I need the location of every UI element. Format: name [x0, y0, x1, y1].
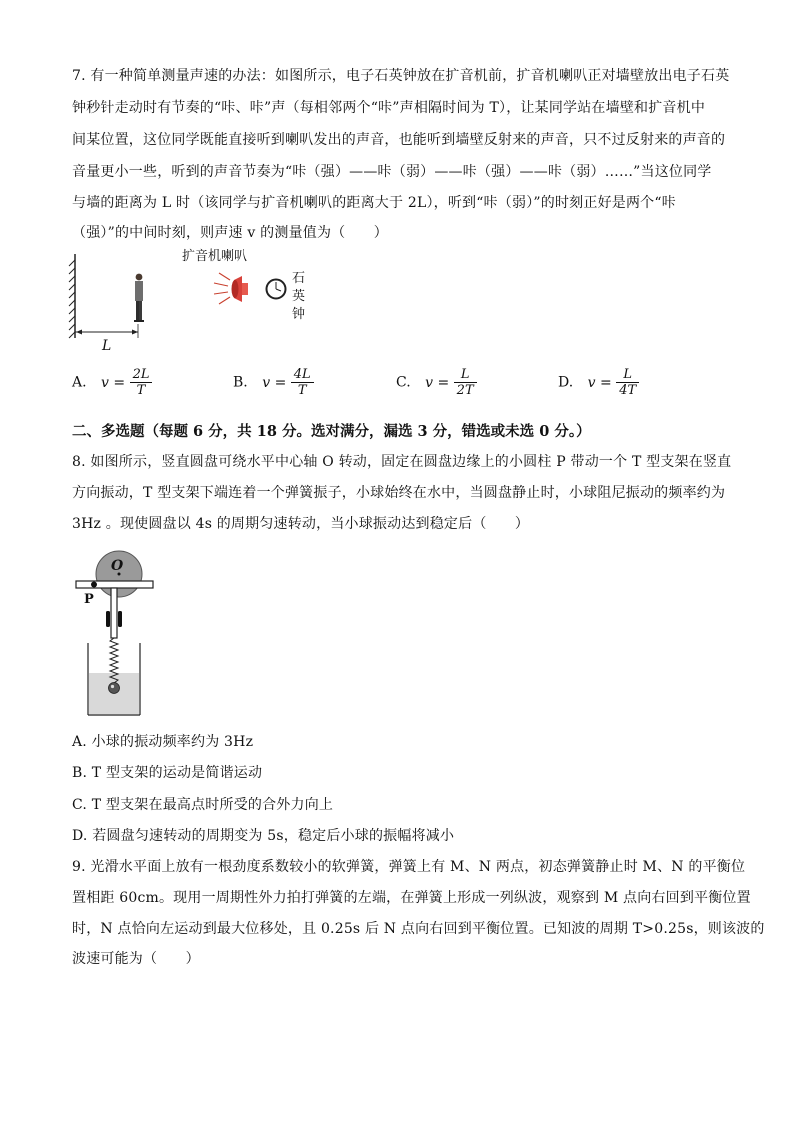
ball: [109, 683, 120, 694]
q7-option-a[interactable]: [72, 367, 152, 398]
option-fraction: $\frac{L}{4T}$: [616, 367, 639, 398]
q7-line-3: 间某位置，这位同学既能直接听到喇叭发出的声音，也能听到墙壁反射来的声音，只不过反射来的声音的: [72, 132, 726, 148]
option-var: v =: [101, 374, 126, 391]
option-fraction: $\frac{L}{2T}$: [454, 367, 477, 398]
q8-option-b[interactable]: B. T 型支架的运动是简谐运动: [72, 765, 263, 781]
q7-option-b[interactable]: [233, 367, 314, 398]
q9-line-1: 9. 光滑水平面上放有一根劲度系数较小的软弹簧，弹簧上有 M、N 两点，初态弹簧静止时 M、N 的平衡位: [72, 859, 746, 875]
q8-figure: [70, 545, 160, 717]
q7-line-5: 与墙的距离为 L 时（该同学与扩音机喇叭的距离大于 2L），听到“咔（弱）”的时刻正好是两个“咔: [72, 195, 676, 211]
clock-label-3: 钟: [292, 307, 306, 322]
option-var: v =: [425, 374, 450, 391]
q7-option-c[interactable]: [396, 367, 477, 398]
q8-option-d[interactable]: D. 若圆盘匀速转动的周期变为 5s，稳定后小球的振幅将减小: [72, 828, 455, 844]
person-figure: [134, 274, 144, 322]
q7-option-d[interactable]: [558, 367, 639, 398]
option-letter: C.: [396, 374, 411, 391]
pin-p: [91, 582, 97, 588]
clock-label-1: 石: [292, 271, 306, 286]
t-bracket-bar: [76, 581, 153, 588]
speaker-icon: [232, 276, 249, 302]
distance-label: L: [102, 338, 112, 354]
section-heading: 二、多选题（每题 6 分，共 18 分。选对满分，漏选 3 分，错选或未选 0 分。）: [72, 423, 591, 440]
option-var: v =: [262, 374, 287, 391]
q7-line-1: 7. 有一种简单测量声速的办法：如图所示，电子石英钟放在扩音机前，扩音机喇叭正对墙壁放出电子石英: [72, 68, 730, 84]
speaker-label: 扩音机喇叭: [182, 249, 248, 264]
option-fraction: $\frac{2L}{T}$: [130, 367, 153, 398]
label-o: O: [111, 558, 124, 574]
q7-line-4: 音量更小一些，听到的声音节奏为“咔（强）——咔（弱）——咔（强）——咔（弱）……”当这位同学: [72, 164, 712, 180]
option-var: v =: [587, 374, 612, 391]
option-fraction: $\frac{4L}{T}$: [291, 367, 314, 398]
q9-line-2: 置相距 60cm。现用一周期性外力拍打弹簧的左端，在弹簧上形成一列纵波，观察到 M 点向右回到平衡位置: [72, 890, 751, 906]
clock-label-2: 英: [292, 289, 306, 304]
t-bracket-rod: [111, 588, 117, 638]
label-p: P: [84, 592, 94, 607]
q9-line-3: 时，N 点恰向左运动到最大位移处，且 0.25s 后 N 点向右回到平衡位置。已知波的周期 T>0.25s，则该波的: [72, 921, 765, 937]
q8-line-1: 8. 如图所示，竖直圆盘可绕水平中心轴 O 转动，固定在圆盘边缘上的小圆柱 P 带动一个 T 型支架在竖直: [72, 454, 732, 470]
guide-left: [106, 611, 110, 627]
q8-option-c[interactable]: C. T 型支架在最高点时所受的合外力向上: [72, 797, 334, 813]
q8-option-a[interactable]: A. 小球的振动频率约为 3Hz: [72, 734, 254, 750]
q9-line-4: 波速可能为（ ）: [72, 951, 200, 967]
q8-line-3: 3Hz 。现使圆盘以 4s 的周期匀速转动，当小球振动达到稳定后（ ）: [72, 516, 530, 532]
option-letter: A.: [72, 374, 87, 391]
q7-line-2: 钟秒针走动时有节奏的“咔、咔”声（每相邻两个“咔”声相隔时间为 T），让某同学站在墙壁和扩音机中: [72, 100, 706, 116]
wall-hatch: [69, 260, 75, 338]
quartz-clock-icon: [267, 280, 286, 299]
q7-line-6: （强）”的中间时刻，则声速 v 的测量值为（ ）: [72, 225, 388, 241]
q7-figure: [64, 246, 324, 358]
sound-waves-icon: [214, 273, 230, 304]
guide-right: [118, 611, 122, 627]
option-letter: B.: [233, 374, 248, 391]
option-letter: D.: [558, 374, 574, 391]
q8-line-2: 方向振动，T 型支架下端连着一个弹簧振子，小球始终在水中，当圆盘静止时，小球阻尼振动的频率约为: [72, 485, 726, 501]
